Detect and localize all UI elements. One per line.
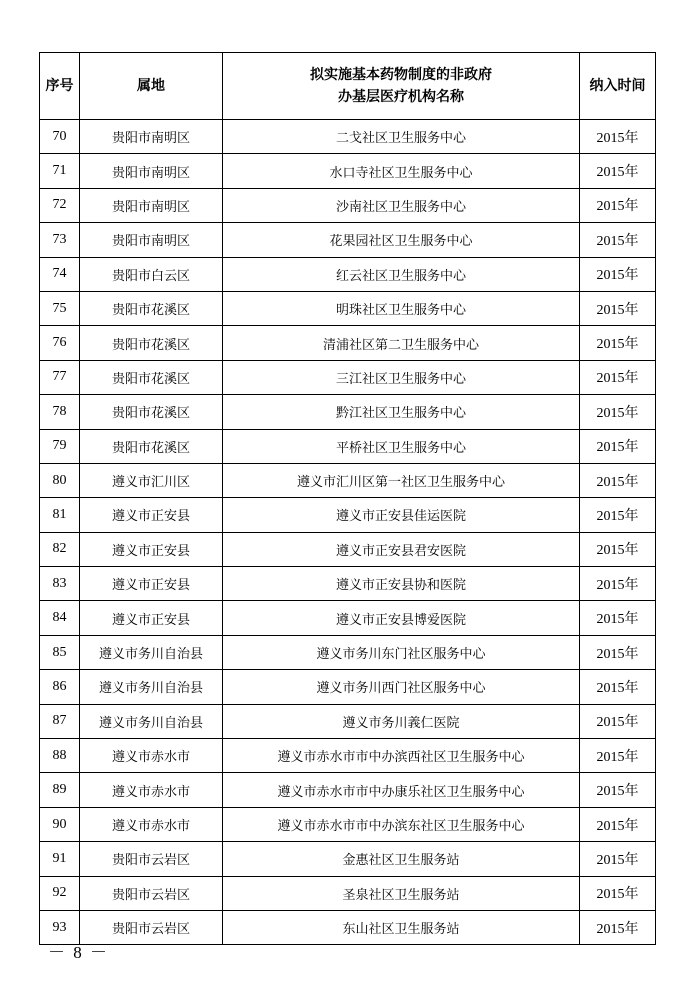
cell-serial-number: 86	[40, 670, 80, 704]
header-location: 属地	[80, 53, 223, 120]
cell-location: 贵阳市花溪区	[80, 360, 223, 394]
cell-location: 贵阳市云岩区	[80, 910, 223, 944]
cell-institution-name: 遵义市务川義仁医院	[223, 704, 580, 738]
table-row	[40, 532, 656, 566]
cell-location: 遵义市赤水市	[80, 773, 223, 807]
cell-serial-number: 84	[40, 601, 80, 635]
cell-inclusion-time: 2015年	[580, 910, 656, 944]
cell-location: 贵阳市白云区	[80, 257, 223, 291]
table-row	[40, 120, 656, 154]
cell-location: 贵阳市花溪区	[80, 326, 223, 360]
cell-location: 遵义市正安县	[80, 567, 223, 601]
cell-inclusion-time: 2015年	[580, 876, 656, 910]
cell-institution-name: 遵义市正安县博爱医院	[223, 601, 580, 635]
cell-serial-number: 76	[40, 326, 80, 360]
cell-location: 遵义市正安县	[80, 601, 223, 635]
table-row	[40, 739, 656, 773]
cell-location: 遵义市赤水市	[80, 807, 223, 841]
cell-location: 遵义市赤水市	[80, 739, 223, 773]
cell-location: 贵阳市云岩区	[80, 842, 223, 876]
cell-serial-number: 80	[40, 463, 80, 497]
table-row	[40, 635, 656, 669]
cell-serial-number: 93	[40, 910, 80, 944]
table-row	[40, 429, 656, 463]
cell-institution-name: 遵义市正安县协和医院	[223, 567, 580, 601]
cell-serial-number: 70	[40, 120, 80, 154]
cell-serial-number: 72	[40, 188, 80, 222]
cell-location: 遵义市正安县	[80, 532, 223, 566]
cell-institution-name: 遵义市汇川区第一社区卫生服务中心	[223, 463, 580, 497]
table-header-row	[40, 53, 656, 120]
table-row	[40, 601, 656, 635]
cell-serial-number: 89	[40, 773, 80, 807]
header-serial-number: 序号	[40, 53, 80, 120]
table-row	[40, 291, 656, 325]
cell-institution-name: 遵义市正安县君安医院	[223, 532, 580, 566]
table-row	[40, 154, 656, 188]
cell-institution-name: 遵义市赤水市市中办滨西社区卫生服务中心	[223, 739, 580, 773]
cell-inclusion-time: 2015年	[580, 601, 656, 635]
cell-inclusion-time: 2015年	[580, 291, 656, 325]
cell-serial-number: 85	[40, 635, 80, 669]
table-row	[40, 188, 656, 222]
table-row	[40, 704, 656, 738]
cell-location: 遵义市正安县	[80, 498, 223, 532]
cell-institution-name: 黔江社区卫生服务中心	[223, 395, 580, 429]
cell-inclusion-time: 2015年	[580, 429, 656, 463]
cell-inclusion-time: 2015年	[580, 498, 656, 532]
cell-institution-name: 明珠社区卫生服务中心	[223, 291, 580, 325]
cell-institution-name: 水口寺社区卫生服务中心	[223, 154, 580, 188]
cell-institution-name: 金惠社区卫生服务站	[223, 842, 580, 876]
table-row	[40, 670, 656, 704]
cell-serial-number: 82	[40, 532, 80, 566]
header-institution-name-line1: 拟实施基本药物制度的非政府	[310, 67, 492, 83]
institution-table	[39, 52, 656, 945]
cell-serial-number: 79	[40, 429, 80, 463]
cell-serial-number: 81	[40, 498, 80, 532]
table-row	[40, 257, 656, 291]
cell-institution-name: 三江社区卫生服务中心	[223, 360, 580, 394]
cell-institution-name: 东山社区卫生服务站	[223, 910, 580, 944]
cell-serial-number: 71	[40, 154, 80, 188]
cell-institution-name: 二戈社区卫生服务中心	[223, 120, 580, 154]
cell-institution-name: 花果园社区卫生服务中心	[223, 223, 580, 257]
cell-location: 贵阳市南明区	[80, 188, 223, 222]
cell-serial-number: 91	[40, 842, 80, 876]
header-institution-name	[223, 53, 580, 120]
cell-inclusion-time: 2015年	[580, 635, 656, 669]
cell-institution-name: 沙南社区卫生服务中心	[223, 188, 580, 222]
cell-location: 遵义市务川自治县	[80, 670, 223, 704]
cell-location: 贵阳市云岩区	[80, 876, 223, 910]
cell-inclusion-time: 2015年	[580, 120, 656, 154]
cell-inclusion-time: 2015年	[580, 807, 656, 841]
cell-institution-name: 遵义市务川东门社区服务中心	[223, 635, 580, 669]
cell-location: 遵义市务川自治县	[80, 635, 223, 669]
cell-inclusion-time: 2015年	[580, 532, 656, 566]
cell-location: 贵阳市南明区	[80, 120, 223, 154]
table-row	[40, 773, 656, 807]
cell-serial-number: 83	[40, 567, 80, 601]
table-row	[40, 807, 656, 841]
cell-inclusion-time: 2015年	[580, 154, 656, 188]
table-row	[40, 360, 656, 394]
cell-inclusion-time: 2015年	[580, 395, 656, 429]
cell-serial-number: 90	[40, 807, 80, 841]
cell-inclusion-time: 2015年	[580, 842, 656, 876]
table-row	[40, 567, 656, 601]
table-row	[40, 463, 656, 497]
cell-institution-name: 清浦社区第二卫生服务中心	[223, 326, 580, 360]
cell-location: 贵阳市花溪区	[80, 429, 223, 463]
cell-institution-name: 平桥社区卫生服务中心	[223, 429, 580, 463]
cell-location: 贵阳市花溪区	[80, 395, 223, 429]
cell-serial-number: 73	[40, 223, 80, 257]
table-row	[40, 395, 656, 429]
cell-inclusion-time: 2015年	[580, 567, 656, 601]
table-row	[40, 910, 656, 944]
header-institution-name-line2: 办基层医疗机构名称	[338, 89, 464, 105]
page-number: － 8 －	[48, 943, 109, 962]
cell-serial-number: 78	[40, 395, 80, 429]
table-row	[40, 498, 656, 532]
cell-inclusion-time: 2015年	[580, 326, 656, 360]
cell-inclusion-time: 2015年	[580, 463, 656, 497]
cell-inclusion-time: 2015年	[580, 188, 656, 222]
cell-serial-number: 87	[40, 704, 80, 738]
header-inclusion-time: 纳入时间	[580, 53, 656, 120]
cell-location: 遵义市务川自治县	[80, 704, 223, 738]
table-row	[40, 326, 656, 360]
cell-serial-number: 75	[40, 291, 80, 325]
cell-institution-name: 圣泉社区卫生服务站	[223, 876, 580, 910]
cell-institution-name: 红云社区卫生服务中心	[223, 257, 580, 291]
table-row	[40, 876, 656, 910]
cell-location: 遵义市汇川区	[80, 463, 223, 497]
cell-serial-number: 74	[40, 257, 80, 291]
cell-inclusion-time: 2015年	[580, 360, 656, 394]
table-body	[40, 120, 656, 945]
cell-location: 贵阳市南明区	[80, 223, 223, 257]
cell-inclusion-time: 2015年	[580, 223, 656, 257]
cell-serial-number: 92	[40, 876, 80, 910]
cell-serial-number: 88	[40, 739, 80, 773]
cell-location: 贵阳市花溪区	[80, 291, 223, 325]
cell-institution-name: 遵义市正安县佳运医院	[223, 498, 580, 532]
cell-location: 贵阳市南明区	[80, 154, 223, 188]
cell-institution-name: 遵义市赤水市市中办滨东社区卫生服务中心	[223, 807, 580, 841]
cell-inclusion-time: 2015年	[580, 257, 656, 291]
institution-table-container	[39, 52, 655, 945]
cell-inclusion-time: 2015年	[580, 773, 656, 807]
cell-institution-name: 遵义市务川西门社区服务中心	[223, 670, 580, 704]
table-row	[40, 842, 656, 876]
cell-institution-name: 遵义市赤水市市中办康乐社区卫生服务中心	[223, 773, 580, 807]
cell-inclusion-time: 2015年	[580, 704, 656, 738]
cell-inclusion-time: 2015年	[580, 670, 656, 704]
cell-serial-number: 77	[40, 360, 80, 394]
table-row	[40, 223, 656, 257]
cell-inclusion-time: 2015年	[580, 739, 656, 773]
